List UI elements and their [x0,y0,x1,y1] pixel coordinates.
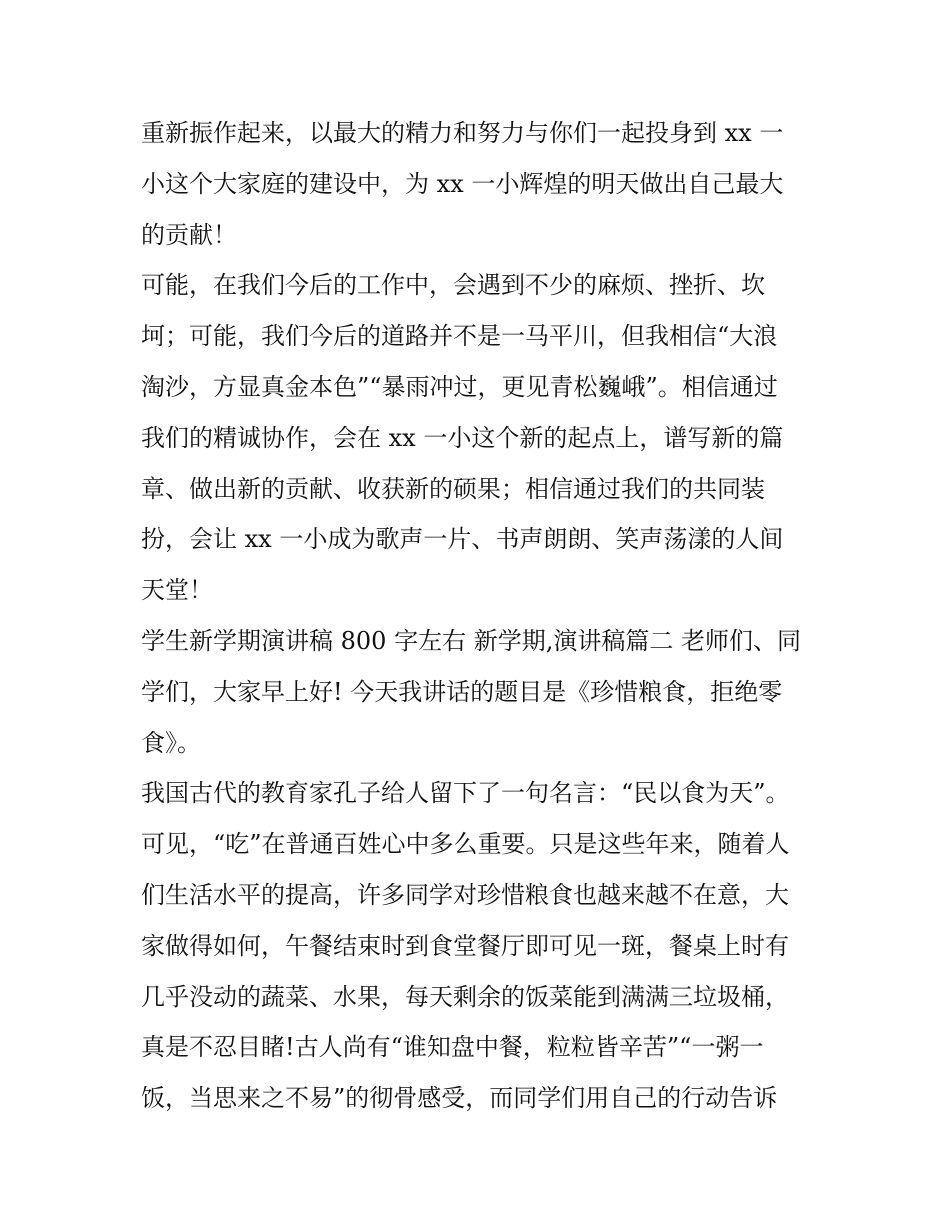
text-line: 扮，会让 xx 一小成为歌声一片、书声朗朗、笑声荡漾的人间 [141,525,784,554]
text-line: 淘沙，方显真金本色”“暴雨冲过，更见青松巍峨”。相信通过 [141,372,778,401]
text-line: 天堂！ [141,576,213,605]
text-line: 们生活水平的提高，许多同学对珍惜粮食也越来越不在意，大 [141,880,789,909]
text-line: 我国古代的教育家孔子给人留下了一句名言：“民以食为天”。 [141,779,790,808]
text-line: 坷；可能，我们今后的道路并不是一马平川，但我相信“大浪 [141,322,778,351]
text-line: 可能，在我们今后的工作中，会遇到不少的麻烦、挫折、坎 [141,271,765,300]
text-line: 小这个大家庭的建设中，为 xx 一小辉煌的明天做出自己最大 [141,169,784,198]
text-line: 真是不忍目睹!古人尚有“谁知盘中餐，粒粒皆辛苦”“一粥一 [141,1033,764,1062]
text-line: 的贡献！ [141,220,237,249]
body-text [141,108,821,1124]
text-line: 可见，“吃”在普通百姓心中多么重要。只是这些年来，随着人 [141,830,790,859]
text-line: 学生新学期演讲稿 800 字左右 新学期,演讲稿篇二 老师们、同 [141,626,801,655]
text-line: 重新振作起来，以最大的精力和努力与你们一起投身到 xx 一 [141,119,784,147]
text-line: 章、做出新的贡献、收获新的硕果；相信通过我们的共同装 [141,474,765,503]
text-line: 家做得如何，午餐结束时到食堂餐厅即可见一斑，餐桌上时有 [141,931,789,960]
text-line: 饭，当思来之不易”的彻骨感受，而同学们用自己的行动告诉 [141,1084,778,1113]
text-line: 几乎没动的蔬菜、水果，每天剩余的饭菜能到满满三垃圾桶， [141,982,789,1011]
text-line: 食》。 [141,728,201,757]
text-line: 我们的精诚协作，会在 xx 一小这个新的起点上，谱写新的篇 [141,423,784,452]
text-line: 学们，大家早上好! 今天我讲话的题目是《珍惜粮食，拒绝零 [141,677,783,706]
